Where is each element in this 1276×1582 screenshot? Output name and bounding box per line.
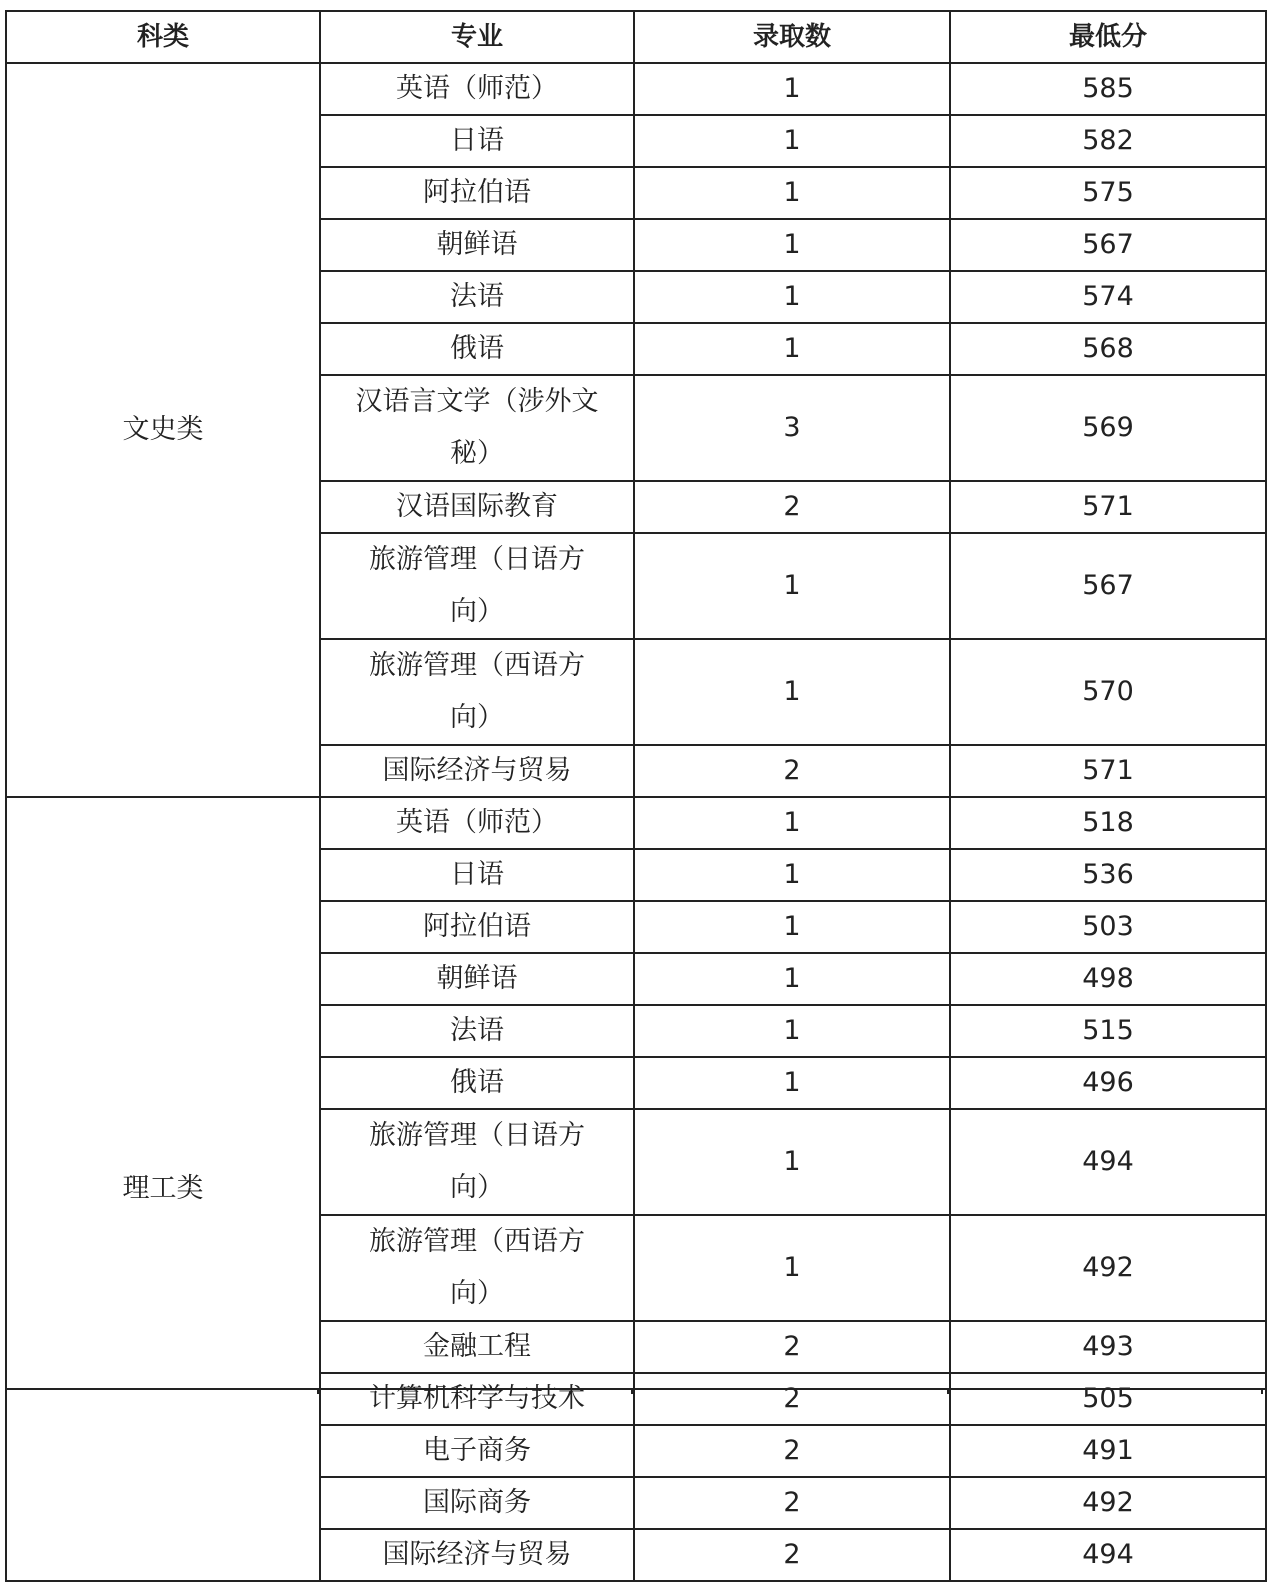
count-cell: 3 xyxy=(634,375,950,481)
major-cell: 汉语国际教育 xyxy=(320,481,634,533)
min-score-cell: 571 xyxy=(950,481,1266,533)
count-cell: 2 xyxy=(634,1425,950,1477)
count-cell: 1 xyxy=(634,219,950,271)
major-cell: 旅游管理（西语方向） xyxy=(320,1215,634,1321)
count-cell: 2 xyxy=(634,481,950,533)
min-score-cell: 494 xyxy=(950,1109,1266,1215)
major-cell: 朝鲜语 xyxy=(320,953,634,1005)
major-cell: 日语 xyxy=(320,115,634,167)
min-score-cell: 582 xyxy=(950,115,1266,167)
table-row xyxy=(6,63,1266,115)
min-score-cell: 493 xyxy=(950,1321,1266,1373)
min-score-cell: 568 xyxy=(950,323,1266,375)
header-count: 录取数 xyxy=(634,11,950,63)
count-cell: 1 xyxy=(634,115,950,167)
count-cell: 1 xyxy=(634,849,950,901)
min-score-cell: 536 xyxy=(950,849,1266,901)
major-cell: 计算机科学与技术 xyxy=(320,1373,634,1425)
major-cell: 汉语言文学（涉外文秘） xyxy=(320,375,634,481)
major-cell: 电子商务 xyxy=(320,1425,634,1477)
header-row xyxy=(6,11,1266,63)
count-cell: 1 xyxy=(634,1005,950,1057)
min-score-cell: 503 xyxy=(950,901,1266,953)
major-cell: 旅游管理（日语方向） xyxy=(320,533,634,639)
count-cell: 1 xyxy=(634,953,950,1005)
major-cell: 阿拉伯语 xyxy=(320,901,634,953)
header-major: 专业 xyxy=(320,11,634,63)
major-cell: 俄语 xyxy=(320,323,634,375)
count-cell: 1 xyxy=(634,323,950,375)
count-cell: 2 xyxy=(634,745,950,797)
min-score-cell: 575 xyxy=(950,167,1266,219)
major-cell: 国际商务 xyxy=(320,1477,634,1529)
count-cell: 1 xyxy=(634,1109,950,1215)
major-cell: 英语（师范） xyxy=(320,797,634,849)
min-score-cell: 518 xyxy=(950,797,1266,849)
min-score-cell: 496 xyxy=(950,1057,1266,1109)
header-category: 科类 xyxy=(6,11,320,63)
min-score-cell: 494 xyxy=(950,1529,1266,1581)
major-cell: 日语 xyxy=(320,849,634,901)
major-cell: 法语 xyxy=(320,1005,634,1057)
min-score-cell: 571 xyxy=(950,745,1266,797)
min-score-cell: 492 xyxy=(950,1477,1266,1529)
min-score-cell: 515 xyxy=(950,1005,1266,1057)
min-score-cell: 567 xyxy=(950,533,1266,639)
count-cell: 1 xyxy=(634,1215,950,1321)
table-continuation-edge xyxy=(5,1388,1265,1394)
category-cell: 理工类 xyxy=(6,797,320,1581)
header-min-score: 最低分 xyxy=(950,11,1266,63)
min-score-cell: 574 xyxy=(950,271,1266,323)
count-cell: 2 xyxy=(634,1321,950,1373)
count-cell: 2 xyxy=(634,1529,950,1581)
min-score-cell: 570 xyxy=(950,639,1266,745)
min-score-cell: 569 xyxy=(950,375,1266,481)
min-score-cell: 491 xyxy=(950,1425,1266,1477)
count-cell: 1 xyxy=(634,639,950,745)
major-cell: 金融工程 xyxy=(320,1321,634,1373)
major-cell: 旅游管理（西语方向） xyxy=(320,639,634,745)
major-cell: 英语（师范） xyxy=(320,63,634,115)
category-cell: 文史类 xyxy=(6,63,320,797)
min-score-cell: 505 xyxy=(950,1373,1266,1425)
count-cell: 1 xyxy=(634,63,950,115)
count-cell: 2 xyxy=(634,1477,950,1529)
major-cell: 朝鲜语 xyxy=(320,219,634,271)
count-cell: 1 xyxy=(634,167,950,219)
count-cell: 2 xyxy=(634,1373,950,1425)
major-cell: 阿拉伯语 xyxy=(320,167,634,219)
count-cell: 1 xyxy=(634,797,950,849)
count-cell: 1 xyxy=(634,533,950,639)
admission-table xyxy=(5,10,1267,1582)
table-body xyxy=(6,63,1266,1581)
major-cell: 国际经济与贸易 xyxy=(320,1529,634,1581)
major-cell: 国际经济与贸易 xyxy=(320,745,634,797)
count-cell: 1 xyxy=(634,901,950,953)
min-score-cell: 492 xyxy=(950,1215,1266,1321)
count-cell: 1 xyxy=(634,1057,950,1109)
major-cell: 法语 xyxy=(320,271,634,323)
major-cell: 俄语 xyxy=(320,1057,634,1109)
min-score-cell: 567 xyxy=(950,219,1266,271)
min-score-cell: 585 xyxy=(950,63,1266,115)
min-score-cell: 498 xyxy=(950,953,1266,1005)
count-cell: 1 xyxy=(634,271,950,323)
major-cell: 旅游管理（日语方向） xyxy=(320,1109,634,1215)
table-row xyxy=(6,797,1266,849)
